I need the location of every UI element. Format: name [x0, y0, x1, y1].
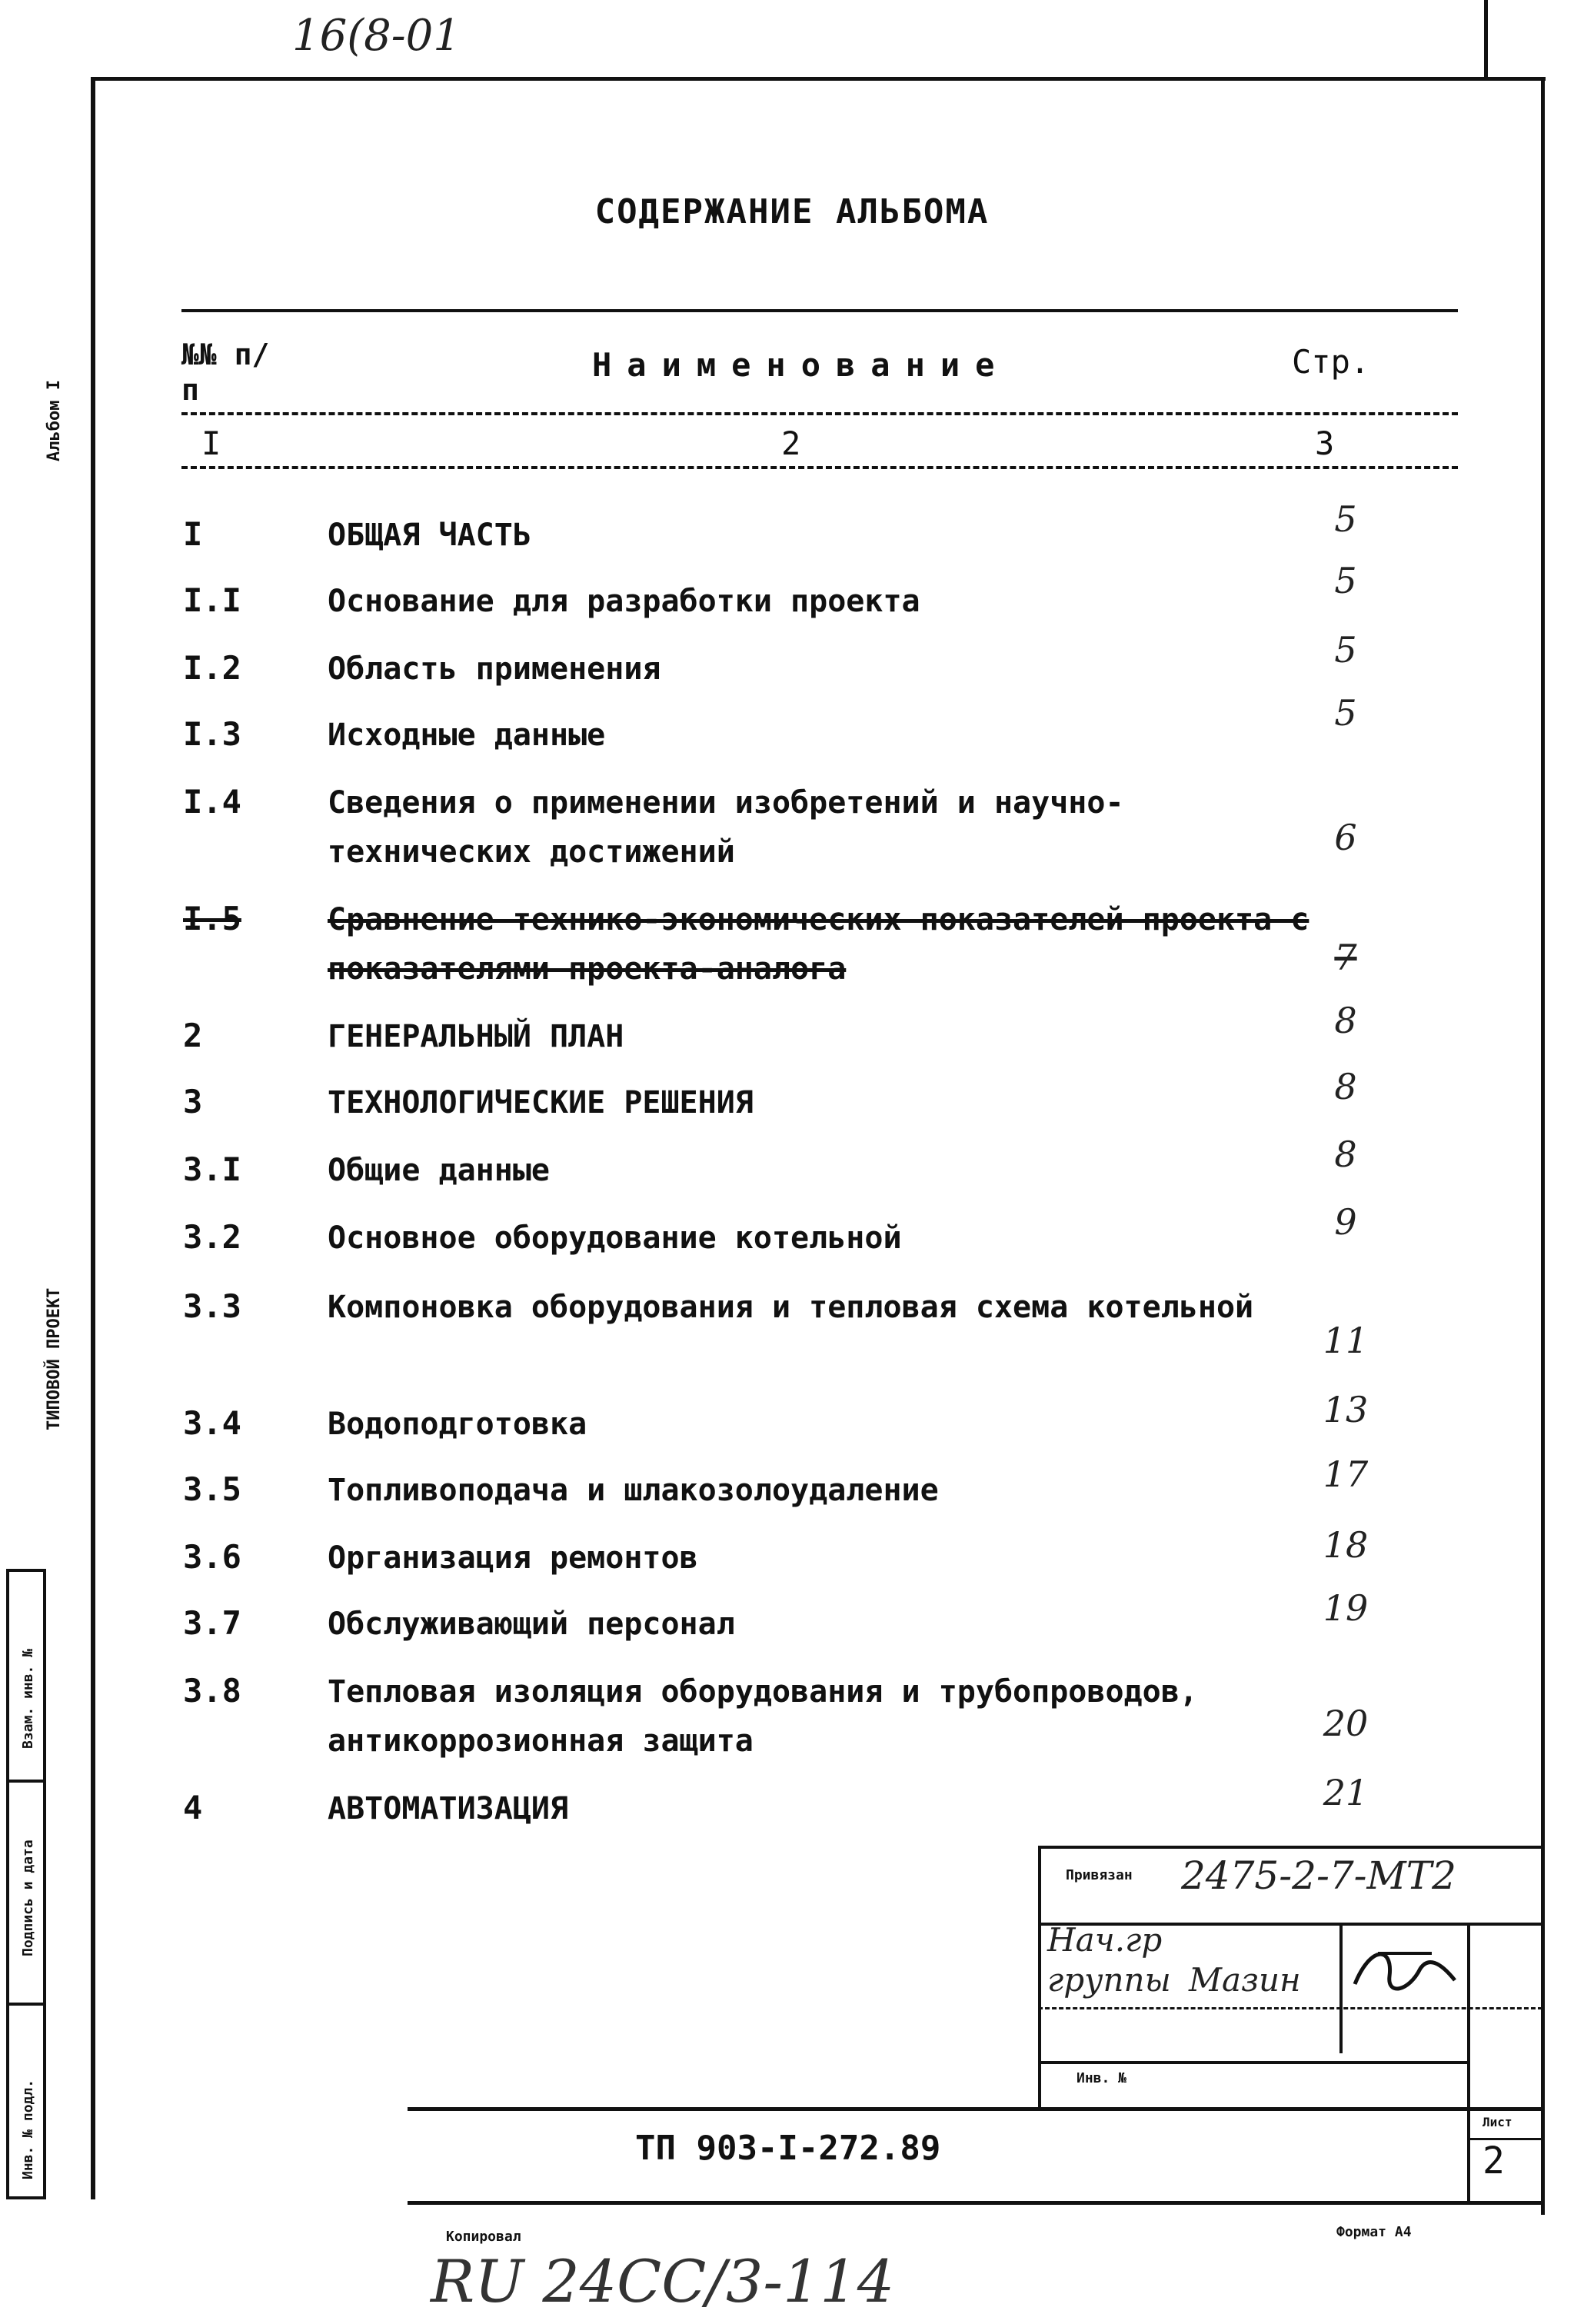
row-number: 3.6 — [183, 1538, 241, 1576]
stamp-label-inventory: Инв. № подл. — [20, 2079, 36, 2179]
row-page: 8 — [1334, 1134, 1357, 1175]
row-title: Тепловая изоляция оборудования и трубопроводов, антикоррозионная защита — [328, 1674, 1198, 1759]
row-page: 5 — [1334, 692, 1357, 734]
row-number: I.I — [183, 581, 241, 619]
row-number: 3.8 — [183, 1672, 241, 1710]
doc-code-top-line — [408, 2107, 1542, 2111]
row-number-struck: I.5 — [183, 900, 241, 937]
row-number: 3.5 — [183, 1470, 241, 1508]
row-title-struck: Сравнение технико-экономических показателей проекта с показателями проекта-аналога — [328, 902, 1309, 987]
column-numbers-dashed-rule — [181, 466, 1458, 469]
row-title: Компоновка оборудования и тепловая схема котельной — [328, 1290, 1254, 1325]
stamp-group-word: группы — [1047, 1961, 1171, 1999]
copied-label: Копировал — [446, 2229, 521, 2245]
row-title: Общие данные — [328, 1153, 550, 1188]
titleblock-top-line — [1038, 1846, 1542, 1849]
row-title: ТЕХНОЛОГИЧЕСКИЕ РЕШЕНИЯ — [328, 1085, 754, 1120]
row-title: ОБЩАЯ ЧАСТЬ — [328, 518, 531, 553]
doc-code-bottom-line — [408, 2201, 1542, 2205]
row-title: Область применения — [328, 651, 661, 687]
frame-left-border — [91, 77, 95, 2199]
row-number: 2 — [183, 1017, 203, 1054]
row-page: 9 — [1334, 1201, 1357, 1243]
left-stamp-strip — [6, 1569, 46, 2199]
signature-icon — [1347, 1938, 1463, 2007]
stamp-label-replacement: Взам. инв. № — [20, 1648, 36, 1749]
frame-right-border-top — [1484, 0, 1488, 77]
typical-project-margin-label: ТИПОВОЙ ПРОЕКТ — [45, 1287, 64, 1430]
top-handwritten-code: 16(8-01 — [292, 11, 461, 61]
row-page: 19 — [1323, 1587, 1369, 1629]
row-number: I.3 — [183, 715, 241, 753]
row-page-struck: 7 — [1334, 937, 1357, 978]
titleblock-left-line — [1038, 1846, 1041, 2107]
row-page: 5 — [1334, 560, 1357, 601]
sheet-label: Лист — [1483, 2115, 1512, 2129]
stamp-name: Мазин — [1189, 1961, 1301, 1999]
table-top-rule — [181, 309, 1458, 312]
row-page: 11 — [1323, 1320, 1369, 1361]
row-number: I.4 — [183, 783, 241, 821]
row-title: Основное оборудование котельной — [328, 1220, 902, 1256]
stamp-project-code: 2475-2-7-МТ2 — [1181, 1853, 1456, 1898]
row-number: 3.2 — [183, 1218, 241, 1256]
row-page: 8 — [1334, 1000, 1357, 1041]
row-title: Топливоподача и шлакозолоудаление — [328, 1473, 939, 1508]
row-title: Основание для разработки проекта — [328, 584, 920, 619]
album-margin-label: Альбом I — [45, 380, 64, 461]
header-number: №№ п/п — [181, 338, 270, 407]
stamp-label-signature: Подпись и дата — [20, 1840, 36, 1956]
header-name: Наименование — [592, 346, 1010, 384]
bottom-handwritten-code: RU 24CC/3-114 — [431, 2247, 895, 2316]
row-number: I.2 — [183, 649, 241, 687]
frame-top-border — [91, 77, 1546, 81]
row-title: АВТОМАТИЗАЦИЯ — [328, 1791, 569, 1826]
row-number: I — [183, 515, 203, 553]
document-code: ТП 903-I-272.89 — [635, 2129, 941, 2168]
row-title: Исходные данные — [328, 718, 606, 753]
document-title: СОДЕРЖАНИЕ АЛЬБОМА — [594, 192, 990, 231]
header-dashed-rule — [181, 412, 1458, 415]
stamp-project-label: Привязан — [1066, 1867, 1133, 1883]
header-page: Стр. — [1292, 343, 1370, 381]
stamp-inventory-label: Инв. № — [1077, 2070, 1127, 2086]
row-number: 3 — [183, 1083, 203, 1120]
row-page: 20 — [1323, 1703, 1369, 1744]
row-title: Организация ремонтов — [328, 1540, 698, 1576]
row-page: 18 — [1323, 1524, 1369, 1566]
row-number: 3.7 — [183, 1604, 241, 1642]
format-label: Формат А4 — [1336, 2224, 1412, 2240]
row-page: 5 — [1334, 629, 1357, 671]
row-title: ГЕНЕРАЛЬНЫЙ ПЛАН — [328, 1019, 624, 1054]
row-page: 13 — [1323, 1389, 1369, 1430]
row-title: Сведения о применении изобретений и научно-технических достижений — [328, 785, 1124, 870]
row-page: 6 — [1334, 817, 1357, 858]
sheet-number: 2 — [1483, 2139, 1505, 2182]
stamp-role: Нач.гр — [1047, 1921, 1163, 1959]
row-title: Обслуживающий персонал — [328, 1606, 735, 1642]
column-number-3: 3 — [1315, 425, 1335, 462]
frame-right-border — [1541, 77, 1545, 2215]
row-page: 17 — [1323, 1453, 1369, 1495]
row-page: 5 — [1334, 498, 1357, 540]
column-number-1: I — [201, 425, 221, 462]
row-number: 3.4 — [183, 1404, 241, 1442]
row-page: 8 — [1334, 1066, 1357, 1107]
column-number-2: 2 — [781, 425, 801, 462]
row-number: 4 — [183, 1789, 203, 1826]
row-page: 21 — [1323, 1772, 1369, 1813]
row-title: Водоподготовка — [328, 1407, 587, 1442]
row-number: 3.I — [183, 1150, 241, 1188]
row-number: 3.3 — [183, 1287, 241, 1325]
